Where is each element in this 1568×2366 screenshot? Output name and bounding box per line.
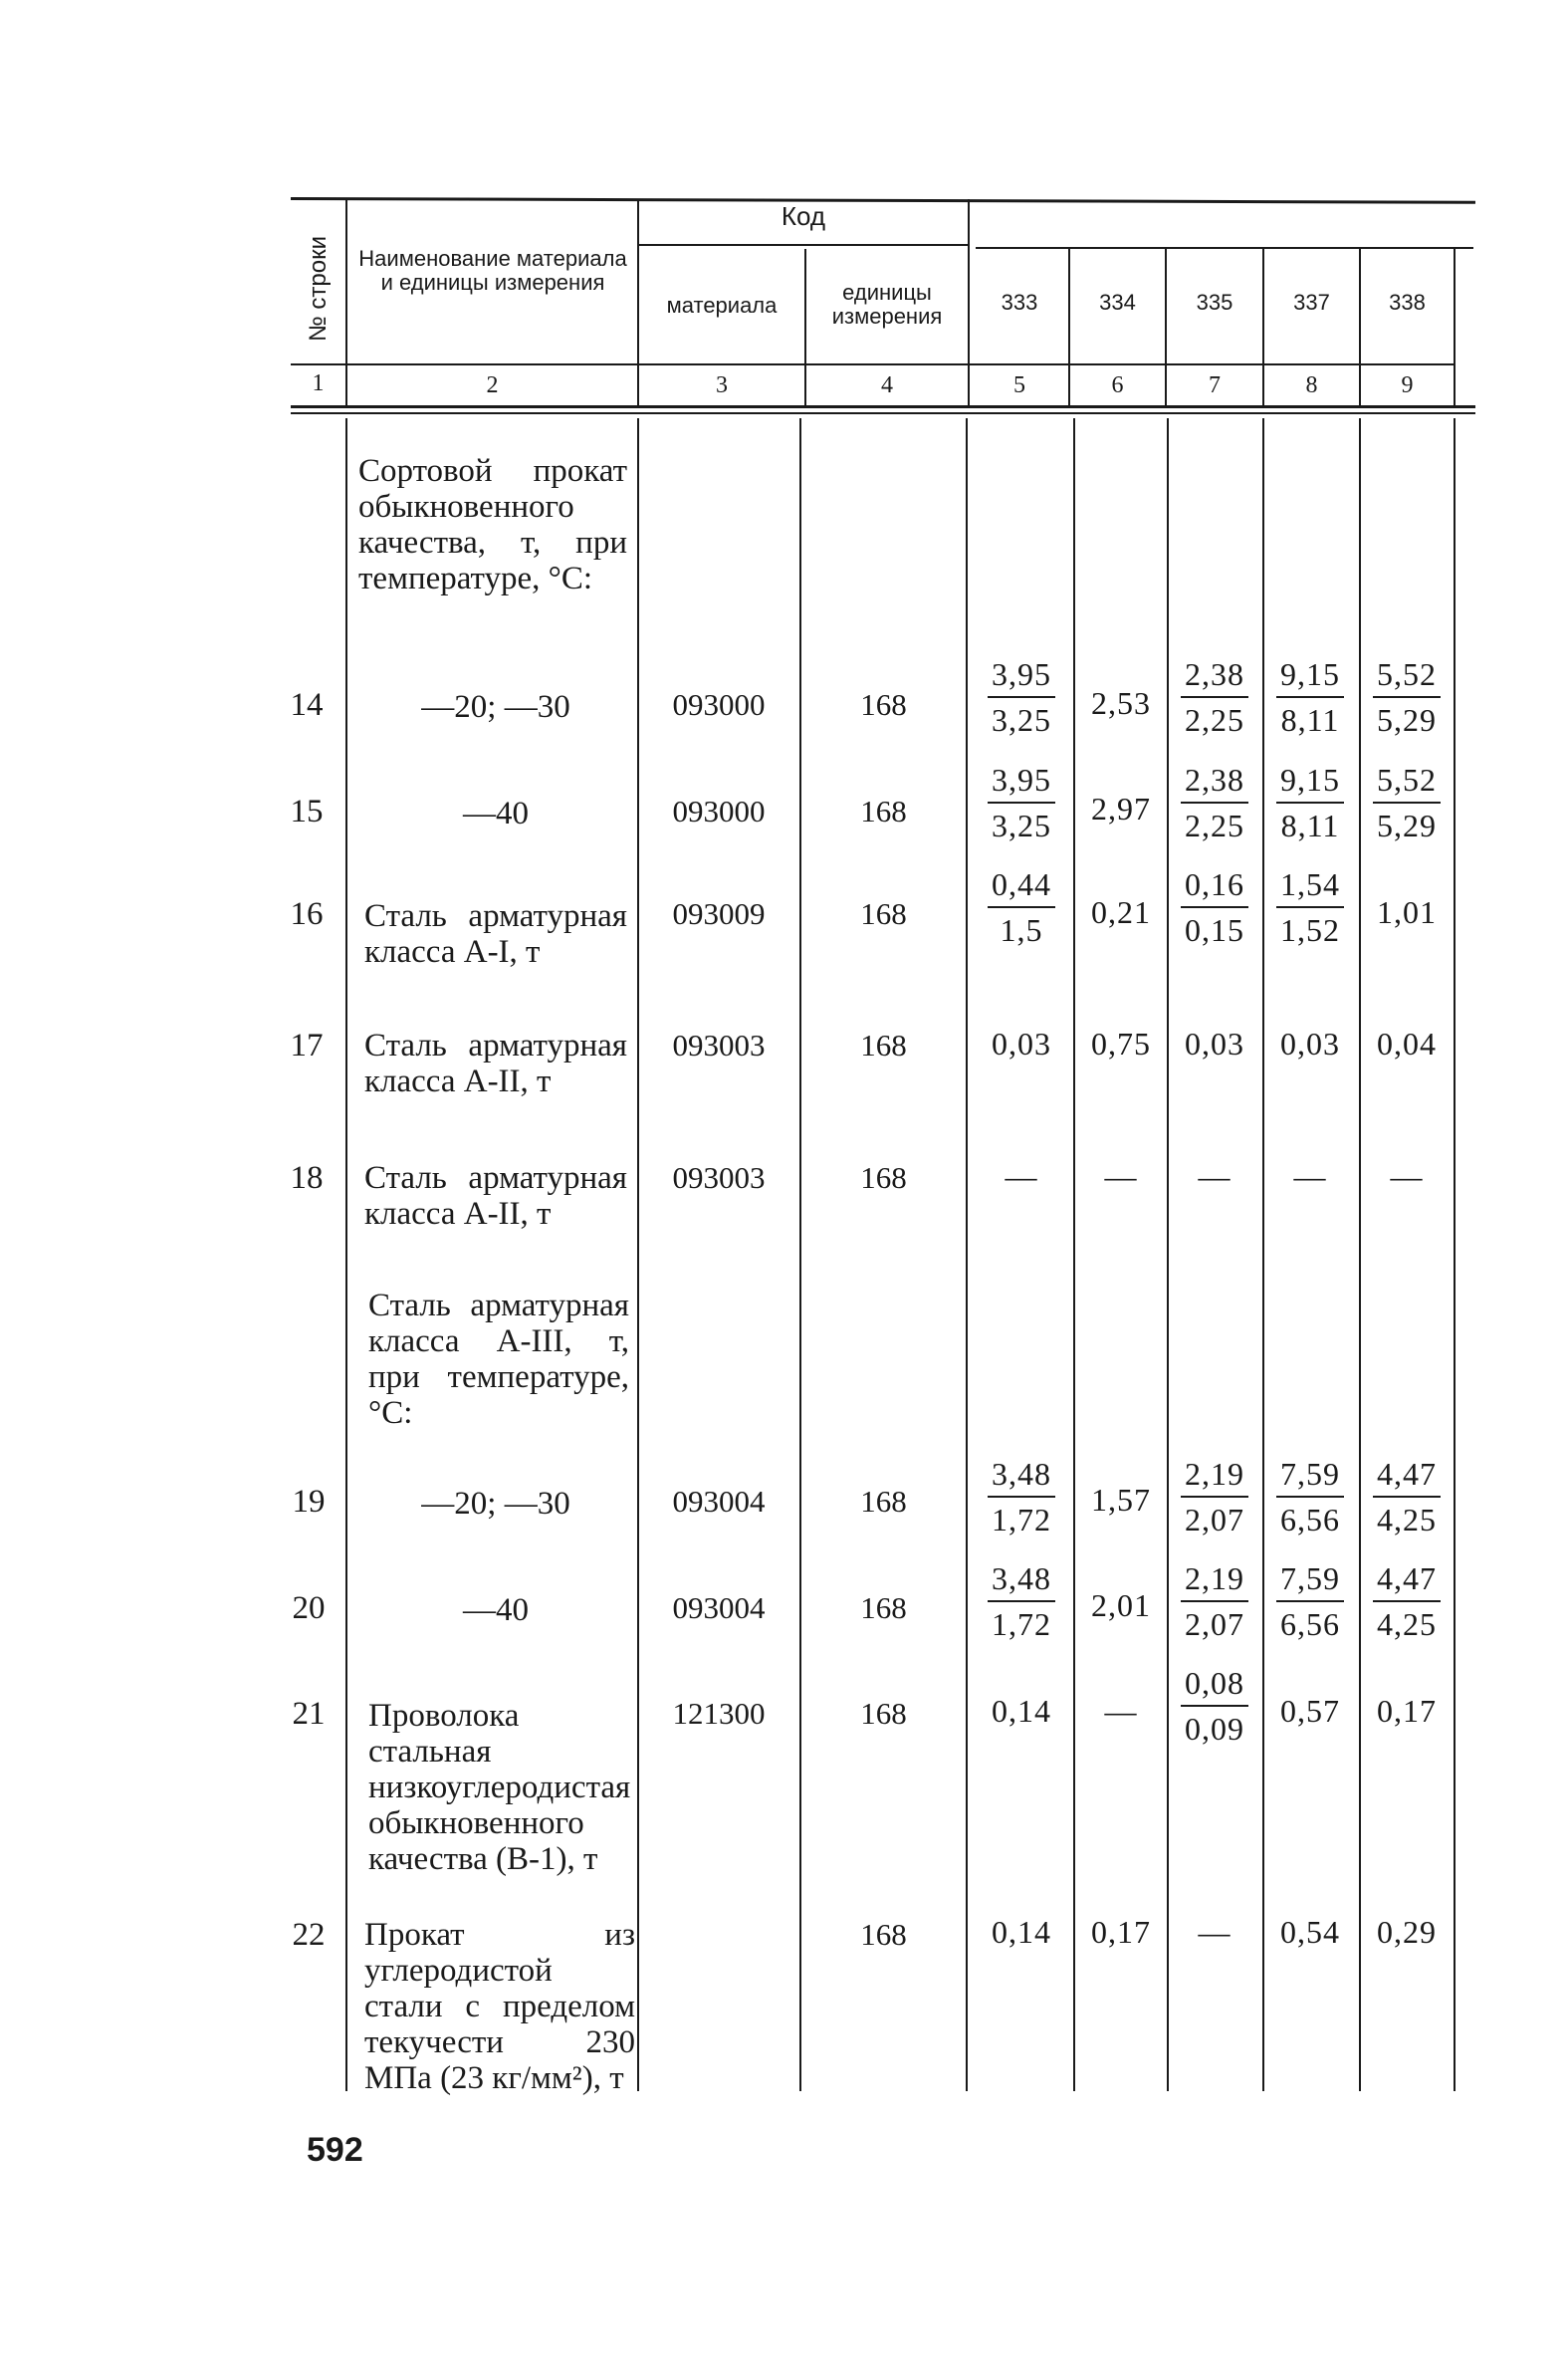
- row-21-col-337: 0,57: [1280, 1693, 1340, 1729]
- row-20-unit-code: 168: [860, 1590, 907, 1625]
- row-16-unit-code: 168: [860, 896, 907, 931]
- colnum-6: 6: [1111, 372, 1124, 398]
- row-15-col-335: 2,38 2,25: [1169, 760, 1260, 845]
- row-17-name: Сталь арматурная класса А-II, т: [364, 1028, 627, 1099]
- row-17-number: 17: [290, 1028, 324, 1064]
- row-22-col-337: 0,54: [1280, 1914, 1340, 1950]
- row-15-name: —40: [463, 796, 529, 831]
- row-21-col-333: 0,14: [992, 1693, 1051, 1729]
- col-divider-4: [968, 199, 970, 408]
- row-14-col-338: 5,52 5,29: [1361, 654, 1453, 740]
- unit-code-header: единицы измерения: [831, 280, 943, 329]
- row-15-material-code: 093000: [672, 794, 766, 828]
- row-17-col-337: 0,03: [1280, 1026, 1340, 1062]
- sub-header-rule: [976, 247, 1473, 249]
- col-divider-9: [1454, 249, 1456, 408]
- row-16-col-335: 0,16 0,15: [1169, 864, 1260, 950]
- row-number-header: № строки: [305, 235, 333, 343]
- body-divider-2: [637, 418, 639, 2091]
- row-19-col-333: 3,48 1,72: [976, 1454, 1067, 1539]
- row-22-name: Прокат из углеродистой стали с пределом текучести 230 МПа (23 кг/мм²), т: [364, 1917, 635, 2096]
- row-21-number: 21: [292, 1696, 326, 1732]
- row-19-unit-code: 168: [860, 1484, 907, 1519]
- row-16-material-code: 093009: [672, 896, 766, 931]
- body-divider-1: [345, 418, 347, 2091]
- row-19-number: 19: [292, 1484, 326, 1520]
- row-17-col-333: 0,03: [992, 1026, 1051, 1062]
- row-14-material-code: 093000: [672, 687, 766, 722]
- body-divider-4: [966, 418, 968, 2091]
- row-20-col-335: 2,19 2,07: [1169, 1558, 1260, 1644]
- row-16-col-334: 0,21: [1091, 894, 1151, 930]
- colnum-bottom-rule-2: [291, 412, 1475, 414]
- row-18-col-333: —: [1005, 1158, 1038, 1194]
- row-18-name: Сталь арматурная класса А-II, т: [364, 1160, 627, 1232]
- row-18-col-338: —: [1390, 1158, 1424, 1194]
- row-14-col-337: 9,15 8,11: [1264, 654, 1356, 740]
- body-divider-9: [1454, 418, 1456, 2091]
- row-14-col-333: 3,95 3,25: [976, 654, 1067, 740]
- row-16-name: Сталь арматурная класса А-I, т: [364, 898, 627, 970]
- body-divider-5: [1073, 418, 1075, 2091]
- row-22-number: 22: [292, 1917, 326, 1953]
- row-14-col-334: 2,53: [1091, 685, 1151, 721]
- row-22-unit-code: 168: [860, 1917, 907, 1952]
- row-19-col-338: 4,47 4,25: [1361, 1454, 1453, 1539]
- row-18-col-334: —: [1104, 1158, 1138, 1194]
- row-16-number: 16: [290, 896, 324, 932]
- row-20-col-337: 7,59 6,56: [1264, 1558, 1356, 1644]
- row-15-col-338: 5,52 5,29: [1361, 760, 1453, 845]
- row-22-col-335: —: [1198, 1914, 1232, 1950]
- row-14-unit-code: 168: [860, 687, 907, 722]
- code-header: Код: [781, 201, 826, 231]
- col-335-header: 335: [1196, 290, 1233, 315]
- row-14-col-335: 2,38 2,25: [1169, 654, 1260, 740]
- row-18-unit-code: 168: [860, 1160, 907, 1195]
- col-337-header: 337: [1293, 290, 1330, 315]
- row-21-unit-code: 168: [860, 1696, 907, 1731]
- colnum-8: 8: [1305, 372, 1318, 398]
- colnum-7: 7: [1209, 372, 1221, 398]
- row-21-col-335: 0,08 0,09: [1169, 1663, 1260, 1749]
- row-19-col-337: 7,59 6,56: [1264, 1454, 1356, 1539]
- row-19-col-335: 2,19 2,07: [1169, 1454, 1260, 1539]
- row-19-name: —20; —30: [421, 1486, 570, 1522]
- row-22-col-338: 0,29: [1377, 1914, 1437, 1950]
- colnum-bottom-rule: [291, 405, 1475, 408]
- row-14-name: —20; —30: [421, 689, 570, 725]
- page-number: 592: [307, 2131, 363, 2169]
- row-16-col-337: 1,54 1,52: [1264, 864, 1356, 950]
- table-top-rule: [291, 197, 1475, 204]
- row-15-unit-code: 168: [860, 794, 907, 828]
- row-17-unit-code: 168: [860, 1028, 907, 1063]
- col-334-header: 334: [1099, 290, 1136, 315]
- row-17-material-code: 093003: [672, 1028, 766, 1063]
- row-15-number: 15: [290, 794, 324, 829]
- group-heading-rolled-steel: Сортовой прокат обыкновенного качества, т, при температуре, °C:: [358, 453, 627, 596]
- row-20-col-334: 2,01: [1091, 1587, 1151, 1623]
- row-20-col-338: 4,47 4,25: [1361, 1558, 1453, 1644]
- row-17-col-338: 0,04: [1377, 1026, 1437, 1062]
- row-21-col-334: —: [1104, 1693, 1138, 1729]
- row-21-material-code: 121300: [672, 1696, 766, 1731]
- row-18-material-code: 093003: [672, 1160, 766, 1195]
- row-16-col-333: 0,44 1,5: [976, 864, 1067, 950]
- colnum-5: 5: [1013, 372, 1025, 398]
- row-14-number: 14: [290, 687, 324, 723]
- material-code-header: материала: [666, 293, 778, 318]
- row-15-col-333: 3,95 3,25: [976, 760, 1067, 845]
- group-heading-rebar-a3: Сталь арматурная класса А-III, т, при температуре, °C:: [368, 1288, 629, 1431]
- colnum-9: 9: [1401, 372, 1414, 398]
- row-21-col-338: 0,17: [1377, 1693, 1437, 1729]
- row-15-col-337: 9,15 8,11: [1264, 760, 1356, 845]
- code-underline: [639, 244, 968, 246]
- col-338-header: 338: [1389, 290, 1426, 315]
- name-header: Наименование материала и единицы измерения: [358, 246, 627, 295]
- colnum-2: 2: [486, 372, 499, 398]
- header-bottom-rule: [291, 363, 1454, 365]
- row-20-material-code: 093004: [672, 1590, 766, 1625]
- row-17-col-335: 0,03: [1185, 1026, 1244, 1062]
- row-20-name: —40: [463, 1592, 529, 1628]
- row-16-col-338: 1,01: [1377, 894, 1437, 930]
- col-333-header: 333: [1001, 290, 1038, 315]
- row-19-col-334: 1,57: [1091, 1482, 1151, 1518]
- colnum-3: 3: [716, 372, 728, 398]
- row-18-number: 18: [290, 1160, 324, 1196]
- row-18-col-337: —: [1293, 1158, 1327, 1194]
- row-17-col-334: 0,75: [1091, 1026, 1151, 1062]
- colnum-1: 1: [312, 370, 325, 396]
- colnum-4: 4: [881, 372, 893, 398]
- row-21-name: Проволока стальная низкоуглеродистая обыкновенного качества (В-1), т: [368, 1698, 631, 1877]
- row-20-col-333: 3,48 1,72: [976, 1558, 1067, 1644]
- row-20-number: 20: [292, 1590, 326, 1626]
- row-15-col-334: 2,97: [1091, 791, 1151, 827]
- row-19-material-code: 093004: [672, 1484, 766, 1519]
- row-22-col-334: 0,17: [1091, 1914, 1151, 1950]
- row-22-col-333: 0,14: [992, 1914, 1051, 1950]
- row-18-col-335: —: [1198, 1158, 1232, 1194]
- body-divider-3: [799, 418, 801, 2091]
